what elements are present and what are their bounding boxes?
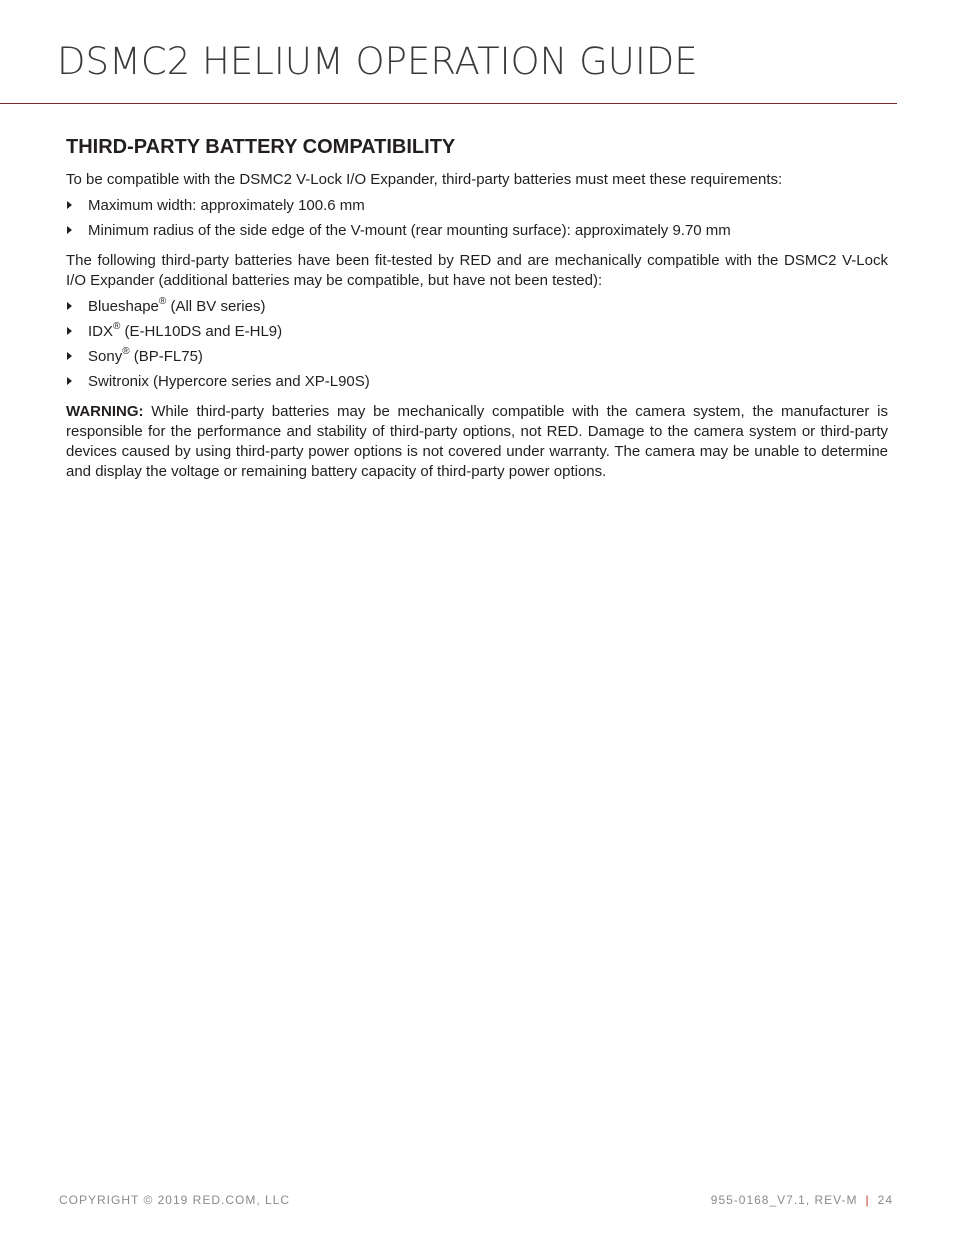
warning-text: While third-party batteries may be mechanically compatible with the camera system, the manufacturer is responsible for the performance and stability of third-party options, not RED. Damage to the camera system or third-party devices caused by using third-party power options is not covered under warranty. The camera may be unable to determine and display the voltage or remaining battery capacity of third-party power options. — [66, 403, 888, 480]
list-item — [66, 322, 888, 342]
warning-paragraph — [66, 402, 888, 482]
bullet-arrow-icon — [67, 327, 72, 335]
requirement-text: Maximum width: approximately 100.6 mm — [88, 197, 365, 214]
footer-separator: | — [865, 1193, 870, 1207]
battery-list — [66, 297, 888, 392]
warning-label: WARNING: — [66, 403, 144, 420]
registered-mark: ® — [113, 321, 121, 332]
battery-detail: (BP-FL75) — [129, 348, 203, 365]
battery-name: Switronix (Hypercore series and XP-L90S) — [88, 373, 370, 390]
tested-batteries-intro: The following third-party batteries have been fit-tested by RED and are mechanically compatible with the DSMC2 V-Lock I/O Expander (additional batteries may be compatible, but have not been tested): — [66, 252, 888, 289]
copyright-text: COPYRIGHT © 2019 RED.COM, LLC — [59, 1193, 291, 1207]
page-header — [0, 0, 897, 104]
page-number: 24 — [877, 1193, 893, 1207]
battery-name: Blueshape — [88, 298, 159, 315]
requirements-list — [66, 196, 888, 241]
footer-right — [711, 1193, 893, 1207]
requirement-text: Minimum radius of the side edge of the V-mount (rear mounting surface): approximately 9.70 mm — [88, 222, 731, 239]
battery-detail: (E-HL10DS and E-HL9) — [120, 323, 283, 340]
list-item — [66, 196, 888, 216]
registered-mark: ® — [158, 296, 167, 307]
bullet-arrow-icon — [67, 377, 72, 385]
battery-name: Sony — [88, 348, 123, 365]
bullet-arrow-icon — [67, 201, 72, 209]
list-item — [66, 347, 888, 367]
document-number: 955-0168_V7.1, REV-M — [710, 1193, 858, 1207]
bullet-arrow-icon — [67, 302, 72, 310]
bullet-arrow-icon — [67, 352, 72, 360]
requirements-intro: To be compatible with the DSMC2 V-Lock I/O Expander, third-party batteries must meet these requirements: — [66, 171, 783, 188]
list-item — [66, 297, 888, 317]
main-content — [66, 134, 888, 482]
registered-mark: ® — [122, 346, 130, 357]
list-item — [66, 221, 888, 241]
page-title: DSMC2 HELIUM OPERATION GUIDE — [57, 40, 698, 83]
battery-name: IDX — [88, 323, 114, 340]
bullet-arrow-icon — [67, 226, 72, 234]
section-heading: THIRD-PARTY BATTERY COMPATIBILITY — [66, 136, 456, 158]
list-item — [66, 372, 888, 392]
battery-detail: (All BV series) — [166, 298, 266, 315]
